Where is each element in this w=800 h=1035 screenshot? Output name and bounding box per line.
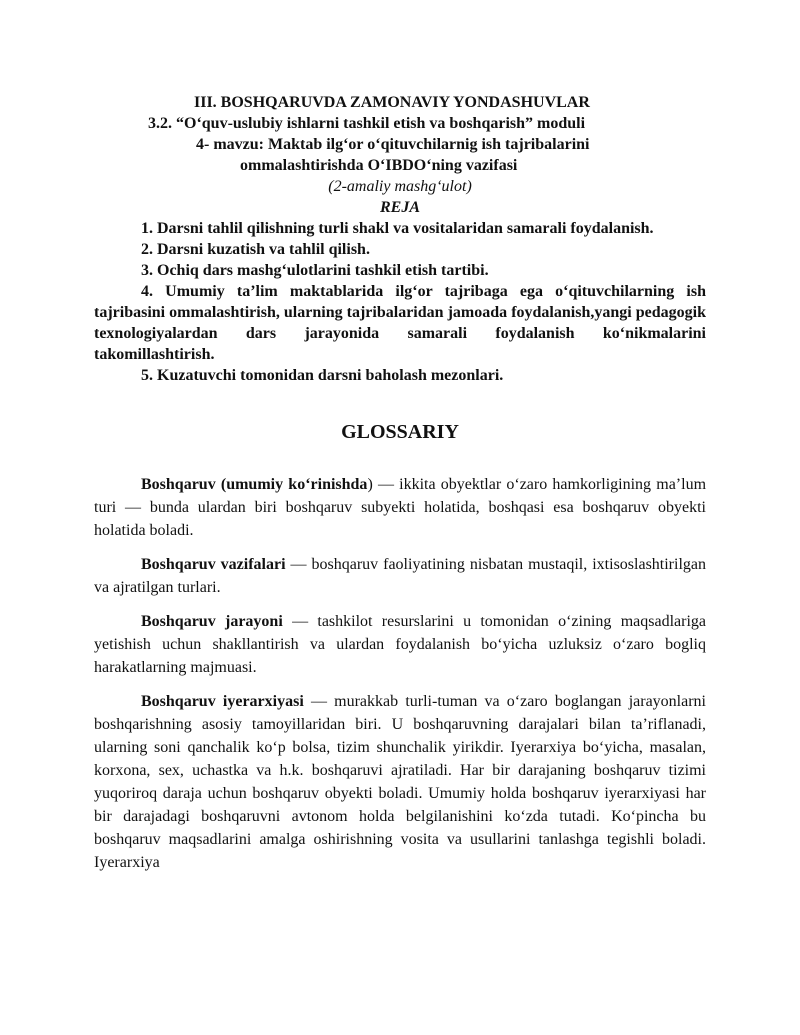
glossary-title: GLOSSARIY	[341, 421, 459, 443]
glossary-definition: — tashkilot resurslarini u tomonidan o‘zining maqsadlariga yetishish uchun shakllantirish va ulardan foydalanish bo‘yicha uzluksiz o‘zaro bogliq harakatlarning majmuasi.	[94, 613, 707, 676]
session-note: (2-amaliy mashg‘ulot)	[328, 178, 472, 195]
glossary-list	[94, 473, 706, 874]
glossary-term: Boshqaruv jarayoni	[141, 613, 283, 630]
glossary-term: Boshqaruv vazifalari	[141, 556, 286, 573]
module-title: 3.2. “O‘quv-uslubiy ishlarni tashkil etish va boshqarish” moduli	[148, 115, 586, 132]
plan-item: 2. Darsni kuzatish va tahlil qilish.	[141, 241, 370, 258]
section-title: III. BOSHQARUVDA ZAMONAVIY YONDASHUVLAR	[194, 94, 590, 111]
glossary-entry	[94, 553, 706, 599]
plan-item: 3. Ochiq dars mashg‘ulotlarini tashkil etish tartibi.	[141, 262, 489, 279]
glossary-entry	[94, 473, 706, 542]
glossary-entry	[94, 610, 706, 679]
topic-line-1: 4- mavzu: Maktab ilg‘or o‘qituvchilarnig ish tajribalarini	[196, 136, 590, 153]
plan-item: 4. Umumiy ta’lim maktablarida ilg‘or tajribaga ega o‘qituvchilarning ish tajribasini ommalashtirish, ularning tajribalaridan jamoada foydalanish,yangi pedagogik texnologiyalardan dars jarayonida samarali foydalanish ko‘nikmalarini takomillashtirish.	[94, 283, 706, 363]
glossary-definition: — boshqaruv faoliyatining nisbatan mustaqil, ixtisoslashtirilgan va ajratilgan turlari.	[94, 556, 707, 596]
plan-label: REJA	[379, 199, 420, 216]
plan-item: 5. Kuzatuvchi tomonidan darsni baholash mezonlari.	[141, 367, 504, 384]
glossary-term: Boshqaruv iyerarxiyasi	[141, 693, 304, 710]
glossary-entry	[94, 690, 706, 874]
document-page	[94, 92, 706, 885]
glossary-definition: — murakkab turli-tuman va o‘zaro boglangan jarayonlarni boshqarishning asosiy tamoyillaridan biri. U boshqaruvning darajalari bilan ta’riflanadi, ularning soni qanchalik ko‘p bolsa, tizim shunchalik yirikdir. Iyerarxiya bo‘yicha, masalan, korxona, sex, uchastka va h.k. boshqaruvi ajratiladi. Har bir darajaning boshqaruv tizimi yuqoriroq daraja uchun boshqaruv obyekti boladi. Umumiy holda boshqaruv iyerarxiyasi har bir darajadagi boshqaruvni avtonom holda belgilanishini ko‘zda tutadi. Ko‘pincha bu boshqaruv maqsadlarini amalga oshirishning vosita va usullarini tanlashga tegishli boladi. Iyerarxiya	[94, 693, 706, 871]
plan-item: 1. Darsni tahlil qilishning turli shakl va vositalaridan samarali foydalanish.	[141, 220, 654, 237]
plan-list	[94, 218, 706, 386]
topic-line-2: ommalashtirishda O‘IBDO‘ning vazifasi	[240, 157, 518, 174]
glossary-term: Boshqaruv (umumiy ko‘rinishda	[141, 476, 368, 493]
glossary-definition: ) — ikkita obyektlar o‘zaro hamkorligining ma’lum turi — bunda ulardan biri boshqaruv subyekti holatida, boshqasi esa boshqaruv obyekti holatida boladi.	[94, 476, 707, 539]
